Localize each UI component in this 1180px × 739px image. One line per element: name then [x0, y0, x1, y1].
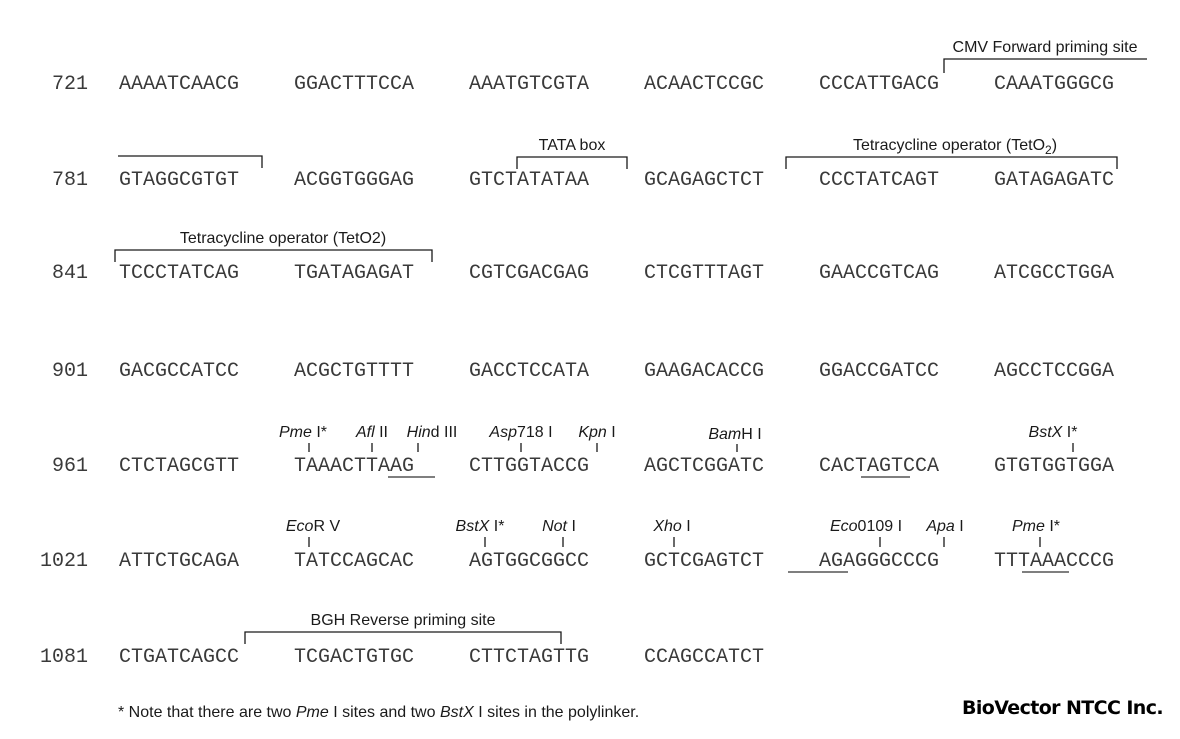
italic-label-part: Xho: [653, 518, 682, 535]
teto2-bracket-2: [115, 250, 432, 262]
label-part: 0109 I: [857, 518, 903, 535]
teto2-label-1-close: ): [1051, 137, 1058, 154]
site-label-eco0109i: [830, 518, 902, 535]
italic-label-part: Pme: [278, 424, 312, 441]
sequence-block: CACTAGTCCA: [819, 455, 940, 478]
cmv-forward-bracket: [944, 59, 1147, 73]
sequence-block: CGTCGACGAG: [469, 262, 590, 285]
sequence-block: CCCATTGACG: [819, 73, 940, 96]
cmv-forward-bracket-continued: [118, 156, 262, 168]
sequence-block: CAAATGGGCG: [994, 73, 1115, 96]
tata-box-bracket: [517, 157, 627, 169]
row-721: [52, 73, 1114, 96]
italic-label-part: Apa: [926, 518, 955, 535]
sequence-block: GGACTTTCCA: [294, 73, 415, 96]
position-number: 901: [51, 360, 88, 383]
site-label-hindiii: [407, 424, 458, 441]
sequence-block: AGCTCGGATC: [644, 455, 765, 478]
footnote: [118, 704, 639, 721]
sequence-block: TCCCTATCAG: [119, 262, 240, 285]
sequence-block: AGAGGGCCCG: [819, 550, 940, 573]
label-part: II: [374, 424, 389, 441]
position-number: 961: [51, 455, 88, 478]
site-label-aflii: [355, 424, 388, 441]
sequence-block: CCCTATCAGT: [819, 169, 940, 192]
italic-label-part: Afl: [355, 424, 375, 441]
sequence-block: TGATAGAGAT: [294, 262, 415, 285]
sequence-block: TCGACTGTGC: [294, 646, 415, 669]
label-part: I: [606, 424, 616, 441]
site-label-bamhi: [708, 426, 761, 443]
sequence-block: ACAACTCCGC: [644, 73, 765, 96]
site-label-bstxi: [1029, 424, 1078, 441]
sequence-rows: [40, 73, 1114, 669]
sequence-block: ATCGCCTGGA: [994, 262, 1115, 285]
row-1081: [40, 646, 764, 669]
site-label-noti: [542, 518, 576, 535]
site-label-pme1: [279, 424, 327, 441]
sequence-block: CTTGGTACCG: [469, 455, 590, 478]
sequence-block: GACCTCCATA: [469, 360, 590, 383]
sequence-block: GACGCCATCC: [119, 360, 240, 383]
position-number: 1081: [39, 646, 88, 669]
position-number: 781: [51, 169, 88, 192]
italic-label-part: Bam: [708, 426, 742, 443]
sequence-block: AAAATCAACG: [119, 73, 240, 96]
row-781: [52, 169, 1114, 192]
row-1021: [40, 550, 1114, 573]
position-number: 1021: [39, 550, 88, 573]
sequence-block: AGCCTCCGGA: [994, 360, 1115, 383]
sequence-block: TATCCAGCAC: [294, 550, 415, 573]
bgh-reverse-label: BGH Reverse priming site: [310, 612, 496, 629]
teto2-label-1-text: Tetracycline operator (TetO: [852, 137, 1046, 154]
label-part: I: [567, 518, 576, 535]
sequence-block: GCAGAGCTCT: [644, 169, 765, 192]
label-part: I*: [1062, 424, 1078, 441]
label-part: * Note that there are two: [118, 704, 296, 721]
site-label-kpni: [578, 424, 615, 441]
italic-label-part: BstX: [439, 704, 474, 721]
row-961: [52, 455, 1114, 478]
label-part: I: [681, 518, 691, 535]
italic-label-part: Eco: [285, 518, 314, 535]
italic-label-part: Hin: [406, 424, 431, 441]
site-label-pmei-2: [1012, 518, 1060, 535]
site-label-asp718i: [488, 424, 552, 441]
row-901: [52, 360, 1114, 383]
sequence-block: GCTCGAGTCT: [644, 550, 765, 573]
sequence-block: GGACCGATCC: [819, 360, 940, 383]
teto2-label-1: [853, 137, 1057, 157]
italic-label-part: BstX: [455, 518, 490, 535]
sequence-block: GTGTGGTGGA: [994, 455, 1115, 478]
position-number: 841: [51, 262, 88, 285]
sequence-block: ACGCTGTTTT: [294, 360, 415, 383]
site-label-xhoi: [652, 518, 690, 535]
bgh-reverse-bracket: [245, 632, 561, 644]
italic-label-part: BstX: [1028, 424, 1063, 441]
sequence-block: CTGATCAGCC: [119, 646, 240, 669]
sequence-block: GAACCGTCAG: [819, 262, 940, 285]
label-part: I*: [1044, 518, 1061, 535]
site-label-ecorv: [286, 518, 341, 535]
sequence-block: GTAGGCGTGT: [119, 169, 240, 192]
label-part: I sites and two: [328, 704, 440, 721]
teto2-label-2: Tetracycline operator (TetO2): [179, 230, 387, 247]
italic-label-part: Pme: [1011, 518, 1045, 535]
label-part: I*: [311, 424, 328, 441]
teto2-bracket-1: [786, 157, 1117, 169]
sequence-block: GAAGACACCG: [644, 360, 765, 383]
sequence-block: ATTCTGCAGA: [119, 550, 240, 573]
sequence-block: GATAGAGATC: [994, 169, 1115, 192]
cmv-forward-label: CMV Forward priming site: [952, 39, 1138, 56]
sequence-block: CTCTAGCGTT: [119, 455, 240, 478]
teto2-label-1-subscript: 2: [1045, 143, 1052, 157]
site-label-apai: [925, 518, 963, 535]
position-number: 721: [51, 73, 88, 96]
label-part: 718 I: [516, 424, 553, 441]
sequence-block: TAAACTTAAG: [294, 455, 415, 478]
italic-label-part: Eco: [829, 518, 858, 535]
row-841: [52, 262, 1114, 285]
sequence-block: ACGGTGGGAG: [294, 169, 415, 192]
sequence-block: CTTCTAGTTG: [469, 646, 590, 669]
label-part: H I: [741, 426, 762, 443]
sequence-block: CCAGCCATCT: [644, 646, 765, 669]
italic-label-part: Asp: [489, 424, 517, 441]
site-label-bstxi-2: [456, 518, 505, 535]
italic-label-part: Kpn: [578, 424, 607, 441]
sequence-block: AGTGGCGGCC: [469, 550, 590, 573]
feature-annotations: [115, 39, 1147, 644]
italic-label-part: Not: [542, 518, 568, 535]
label-part: d III: [430, 424, 458, 441]
label-part: R V: [313, 518, 341, 535]
label-part: I*: [489, 518, 505, 535]
label-part: I: [954, 518, 964, 535]
company-logo-text: BioVector NTCC Inc.: [961, 697, 1163, 719]
sequence-block: CTCGTTTAGT: [644, 262, 765, 285]
sequence-block: AAATGTCGTA: [469, 73, 590, 96]
italic-label-part: Pme: [295, 704, 329, 721]
sequence-block: GTCTATATAA: [469, 169, 590, 192]
label-part: I sites in the polylinker.: [473, 704, 640, 721]
tata-box-label: TATA box: [538, 137, 606, 154]
sequence-block: TTTAAACCCG: [994, 550, 1115, 573]
